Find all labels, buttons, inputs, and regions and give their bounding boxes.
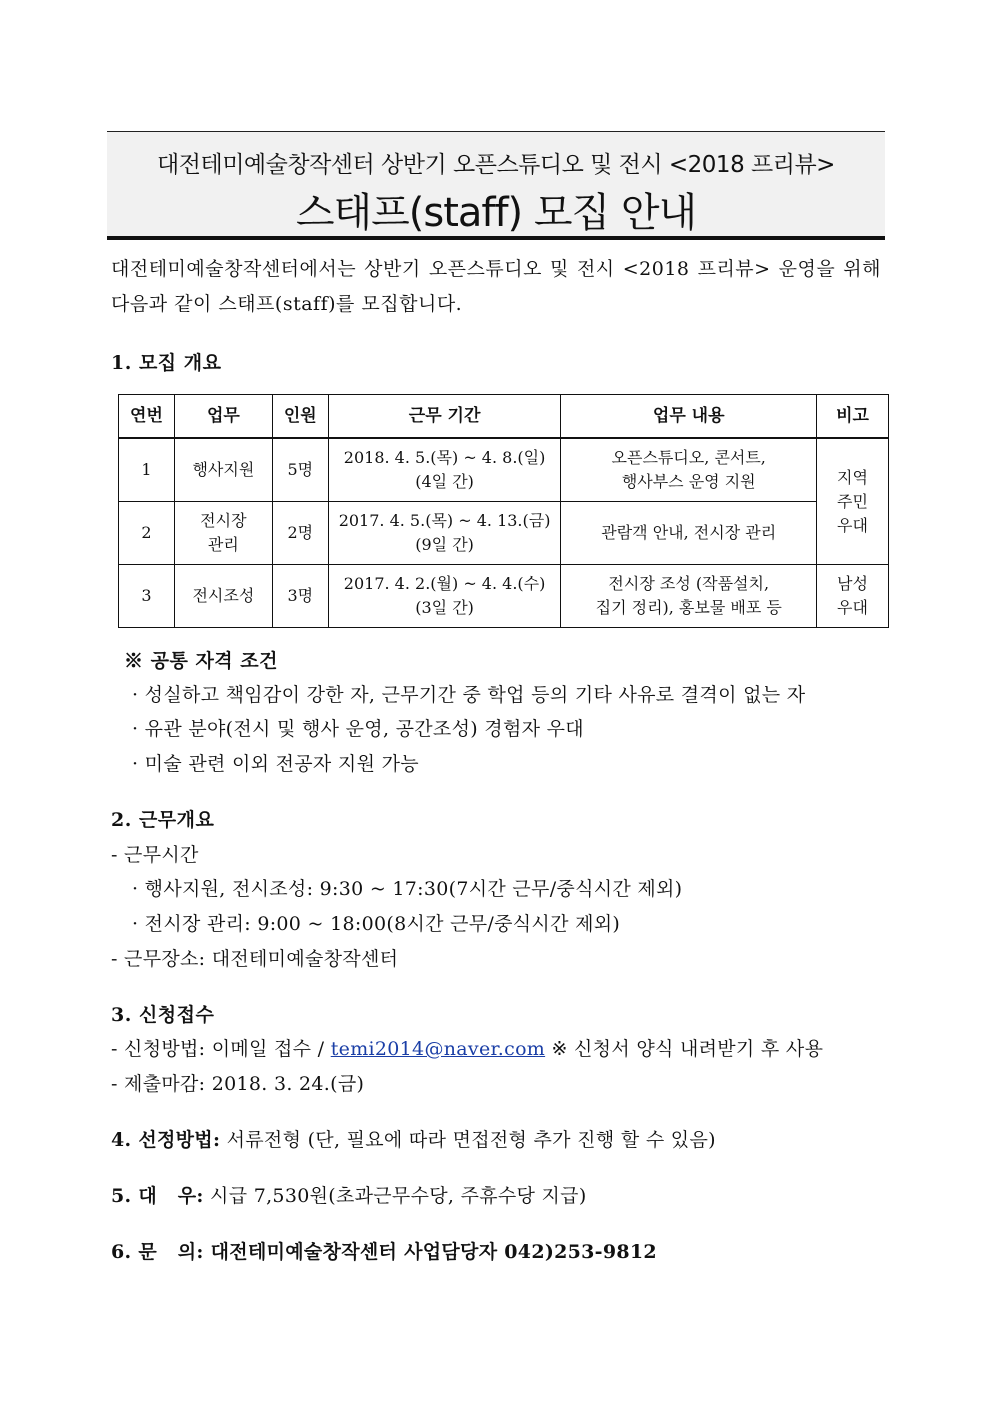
title-subtitle: 대전테미예술창작센터 상반기 오픈스튜디오 및 전시 <2018 프리뷰> bbox=[157, 152, 835, 178]
cell-no: 2 bbox=[119, 502, 175, 565]
recruit-table bbox=[118, 394, 889, 628]
qualification-item: · 유관 분야(전시 및 행사 운영, 공간조성) 경험자 우대 bbox=[132, 718, 584, 740]
apply-method bbox=[111, 1034, 823, 1061]
note-line: 지역 bbox=[837, 467, 868, 487]
section4-text: 서류전형 (단, 필요에 따라 면접전형 추가 진행 할 수 있음) bbox=[220, 1129, 716, 1151]
common-qualification-title: ※ 공통 자격 조건 bbox=[124, 650, 278, 672]
section5-pay bbox=[111, 1181, 587, 1208]
table-header-row bbox=[119, 395, 889, 439]
cell-note-local bbox=[817, 438, 889, 565]
section6-label: 6. 문 의: bbox=[111, 1241, 204, 1263]
section5-text: 시급 7,530원(초과근무수당, 주휴수당 지급) bbox=[203, 1185, 587, 1207]
cell-content bbox=[561, 565, 817, 628]
section3-heading: 3. 신청접수 bbox=[111, 1004, 215, 1026]
work-hours-item: · 행사지원, 전시조성: 9:30 ~ 17:30(7시간 근무/중식시간 제외) bbox=[132, 878, 683, 900]
work-hours-item: · 전시장 관리: 9:00 ~ 18:00(8시간 근무/중식시간 제외) bbox=[132, 913, 621, 935]
cell-period bbox=[328, 502, 561, 565]
qualification-item: · 미술 관련 이외 전공자 지원 가능 bbox=[132, 753, 419, 775]
note-line: 우대 bbox=[837, 515, 868, 535]
title-box bbox=[107, 131, 885, 240]
cell-count: 3명 bbox=[272, 565, 328, 628]
content-line: 집기 정리), 홍보물 배포 등 bbox=[595, 598, 782, 617]
header-period: 근무 기간 bbox=[328, 395, 561, 439]
period-dates: 2018. 4. 5.(목) ~ 4. 8.(일) bbox=[343, 448, 546, 467]
page-title: 스태프(staff) 모집 안내 bbox=[295, 190, 697, 236]
table-row bbox=[119, 502, 889, 565]
note-line: 남성 bbox=[837, 574, 868, 593]
note-line: 우대 bbox=[837, 598, 868, 617]
section2-heading: 2. 근무개요 bbox=[111, 809, 215, 831]
task-line: 관리 bbox=[207, 535, 239, 554]
period-days: (4일 간) bbox=[415, 472, 474, 491]
header-task: 업무 bbox=[174, 395, 272, 439]
cell-no: 1 bbox=[119, 438, 175, 502]
content-line: 오픈스튜디오, 콘서트, bbox=[611, 448, 766, 467]
period-dates: 2017. 4. 5.(목) ~ 4. 13.(금) bbox=[338, 511, 551, 530]
content-line: 행사부스 운영 지원 bbox=[621, 472, 756, 491]
qualification-item: · 성실하고 책임감이 강한 자, 근무기간 중 학업 등의 기타 사유로 결격이 없는 자 bbox=[132, 684, 806, 706]
task-line: 전시장 bbox=[200, 511, 247, 530]
header-content: 업무 내용 bbox=[561, 395, 817, 439]
apply-method-prefix: - 신청방법: 이메일 접수 / bbox=[111, 1038, 331, 1060]
cell-content: 관람객 안내, 전시장 관리 bbox=[561, 502, 817, 565]
table-row bbox=[119, 438, 889, 502]
cell-period bbox=[328, 565, 561, 628]
apply-deadline: - 제출마감: 2018. 3. 24.(금) bbox=[111, 1073, 365, 1095]
cell-count: 5명 bbox=[272, 438, 328, 502]
cell-period bbox=[328, 438, 561, 502]
work-place: - 근무장소: 대전테미예술창작센터 bbox=[111, 948, 399, 970]
section6-contact bbox=[111, 1237, 657, 1264]
email-link[interactable]: temi2014@naver.com bbox=[330, 1038, 546, 1060]
cell-task bbox=[174, 502, 272, 565]
section4-label: 4. 선정방법: bbox=[111, 1129, 221, 1151]
work-hours-label: - 근무시간 bbox=[111, 844, 199, 866]
cell-note-male bbox=[817, 565, 889, 628]
table-row bbox=[119, 565, 889, 628]
note-line: 주민 bbox=[837, 491, 868, 511]
period-days: (9일 간) bbox=[415, 535, 474, 554]
cell-content bbox=[561, 438, 817, 502]
cell-count: 2명 bbox=[272, 502, 328, 565]
period-days: (3일 간) bbox=[415, 598, 474, 617]
section1-heading: 1. 모집 개요 bbox=[111, 352, 222, 374]
period-dates: 2017. 4. 2.(월) ~ 4. 4.(수) bbox=[343, 574, 546, 593]
header-note: 비고 bbox=[817, 395, 889, 439]
apply-method-suffix: ※ 신청서 양식 내려받기 후 사용 bbox=[545, 1038, 824, 1060]
cell-task: 전시조성 bbox=[174, 565, 272, 628]
header-count: 인원 bbox=[272, 395, 328, 439]
cell-no: 3 bbox=[119, 565, 175, 628]
section5-label: 5. 대 우: bbox=[111, 1185, 204, 1207]
cell-task: 행사지원 bbox=[174, 438, 272, 502]
header-no: 연번 bbox=[119, 395, 175, 439]
section4-selection bbox=[111, 1125, 716, 1152]
intro-paragraph: 대전테미예술창작센터에서는 상반기 오픈스튜디오 및 전시 <2018 프리뷰> 운영을 위해 다음과 같이 스태프(staff)를 모집합니다. bbox=[111, 258, 881, 315]
section6-text: 대전테미예술창작센터 사업담당자 042)253-9812 bbox=[203, 1241, 657, 1263]
content-line: 전시장 조성 (작품설치, bbox=[608, 574, 770, 593]
